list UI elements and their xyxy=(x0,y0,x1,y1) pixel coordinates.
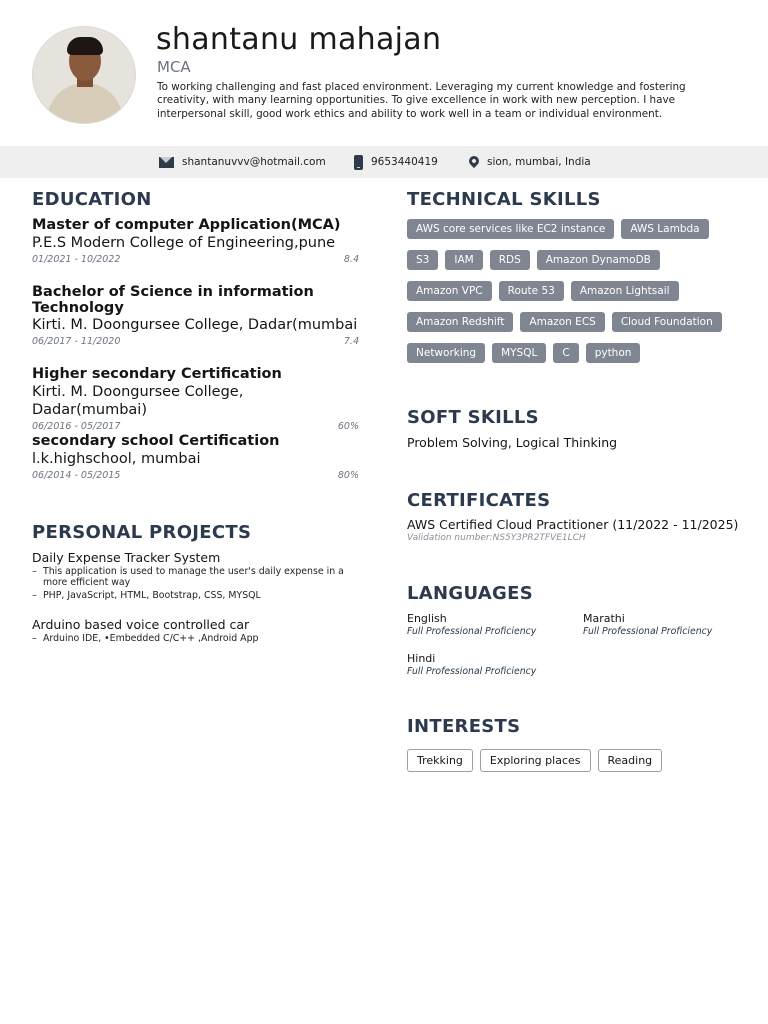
project-bullet: – PHP, JavaScript, HTML, Bootstrap, CSS, MYSQL xyxy=(32,591,362,602)
skill-tag: S3 xyxy=(407,250,438,270)
education-item xyxy=(32,367,359,432)
language-name: Hindi xyxy=(407,652,436,665)
certificate-validation: Validation number:NS5Y3PR2TFVE1LCH xyxy=(407,533,586,543)
skill-tag: AWS Lambda xyxy=(621,219,708,239)
summary-text: To working challenging and fast placed environment. Leveraging my current knowledge and fostering creativity, with many learning opportunities. To give excellence in work with new perception. I have interpersonal skill, good work ethics and ability to work well in a team or individual environment. xyxy=(157,81,686,120)
certificates-heading: CERTIFICATES xyxy=(407,490,551,511)
institution-name: Kirti. M. Doongursee College, Dadar(mumbai xyxy=(32,317,358,333)
skill-tag: RDS xyxy=(490,250,530,270)
edu-dates: 06/2017 - 11/2020 xyxy=(32,336,121,347)
profile-photo xyxy=(32,26,136,124)
degree-title: secondary school Certification xyxy=(32,433,280,449)
skill-tag: python xyxy=(586,343,641,363)
contact-location xyxy=(469,146,591,178)
email-text[interactable]: shantanuvvv@hotmail.com xyxy=(182,156,326,168)
interest-tag: Trekking xyxy=(407,749,473,772)
edu-dates: 01/2021 - 10/2022 xyxy=(32,253,121,265)
language-level: Full Professional Proficiency xyxy=(407,666,537,677)
education-item xyxy=(32,434,359,481)
skill-tag: Amazon Redshift xyxy=(407,312,513,332)
language-level: Full Professional Proficiency xyxy=(407,626,537,637)
skill-tag: C xyxy=(553,343,578,363)
language-name: English xyxy=(407,612,447,625)
language-level: Full Professional Proficiency xyxy=(583,626,713,637)
interests-heading: INTERESTS xyxy=(407,716,521,737)
education-item xyxy=(32,285,359,347)
degree-title: Higher secondary Certification xyxy=(32,366,282,382)
person-name: shantanu mahajan xyxy=(156,22,442,57)
location-text: sion, mumbai, India xyxy=(487,156,591,168)
institution-name: Kirti. M. Doongursee College, Dadar(mumbai) xyxy=(32,383,244,418)
resume-header xyxy=(0,0,768,146)
contact-bar xyxy=(0,146,768,178)
skill-tag-row xyxy=(407,281,679,301)
project-bullet: – This application is used to manage the user's daily expense in a more efficient way xyxy=(32,567,362,588)
skill-tag: Route 53 xyxy=(499,281,564,301)
skill-tag: MYSQL xyxy=(492,343,546,363)
interests-row xyxy=(407,749,662,772)
language-name: Marathi xyxy=(583,612,625,625)
edu-score: 7.4 xyxy=(343,336,359,347)
interest-tag: Exploring places xyxy=(480,749,591,772)
skill-tag-row xyxy=(407,219,709,239)
language-item xyxy=(407,612,582,637)
skill-tag: Amazon Lightsail xyxy=(571,281,679,301)
interest-tag: Reading xyxy=(598,749,663,772)
skill-tag: Amazon DynamoDB xyxy=(537,250,660,270)
person-role: MCA xyxy=(157,58,191,76)
project-item xyxy=(32,617,362,648)
project-item xyxy=(32,550,362,605)
skill-tag: Amazon VPC xyxy=(407,281,492,301)
institution-name: P.E.S Modern College of Engineering,pune xyxy=(32,234,336,251)
soft-skills-text: Problem Solving, Logical Thinking xyxy=(407,435,618,450)
technical-skills-heading: TECHNICAL SKILLS xyxy=(407,189,601,210)
edu-score: 60% xyxy=(337,420,359,432)
edu-score: 80% xyxy=(337,469,359,481)
institution-name: l.k.highschool, mumbai xyxy=(32,450,201,467)
language-item xyxy=(407,652,582,677)
edu-score: 8.4 xyxy=(343,253,359,265)
contact-phone[interactable] xyxy=(354,146,438,178)
languages-heading: LANGUAGES xyxy=(407,583,533,604)
edu-dates: 06/2014 - 05/2015 xyxy=(32,469,121,481)
edu-dates: 06/2016 - 05/2017 xyxy=(32,420,121,432)
location-pin-icon xyxy=(467,153,481,167)
skill-tag: IAM xyxy=(445,250,482,270)
education-item xyxy=(32,218,359,265)
envelope-icon xyxy=(159,157,174,168)
skill-tag-row xyxy=(407,250,660,270)
degree-title: Master of computer Application(MCA) xyxy=(32,217,341,233)
degree-title: Bachelor of Science in information Technology xyxy=(32,284,314,316)
skill-tag-row xyxy=(407,312,722,332)
certificate-name: AWS Certified Cloud Practitioner (11/2022 - 11/2025) xyxy=(407,517,739,532)
project-title: Arduino based voice controlled car xyxy=(32,617,250,632)
project-bullet: – Arduino IDE, •Embedded C/C++ ,Android App xyxy=(32,634,362,645)
projects-heading: PERSONAL PROJECTS xyxy=(32,522,252,543)
skill-tag: AWS core services like EC2 instance xyxy=(407,219,614,239)
project-title: Daily Expense Tracker System xyxy=(32,550,221,565)
education-heading: EDUCATION xyxy=(32,189,152,210)
phone-text[interactable]: 9653440419 xyxy=(371,156,438,168)
skill-tag: Cloud Foundation xyxy=(612,312,722,332)
skill-tag: Networking xyxy=(407,343,485,363)
soft-skills-heading: SOFT SKILLS xyxy=(407,407,539,428)
skill-tag: Amazon ECS xyxy=(520,312,604,332)
language-item xyxy=(583,612,758,637)
skill-tag-row xyxy=(407,343,640,363)
contact-email[interactable] xyxy=(159,146,326,178)
phone-icon xyxy=(354,155,363,170)
